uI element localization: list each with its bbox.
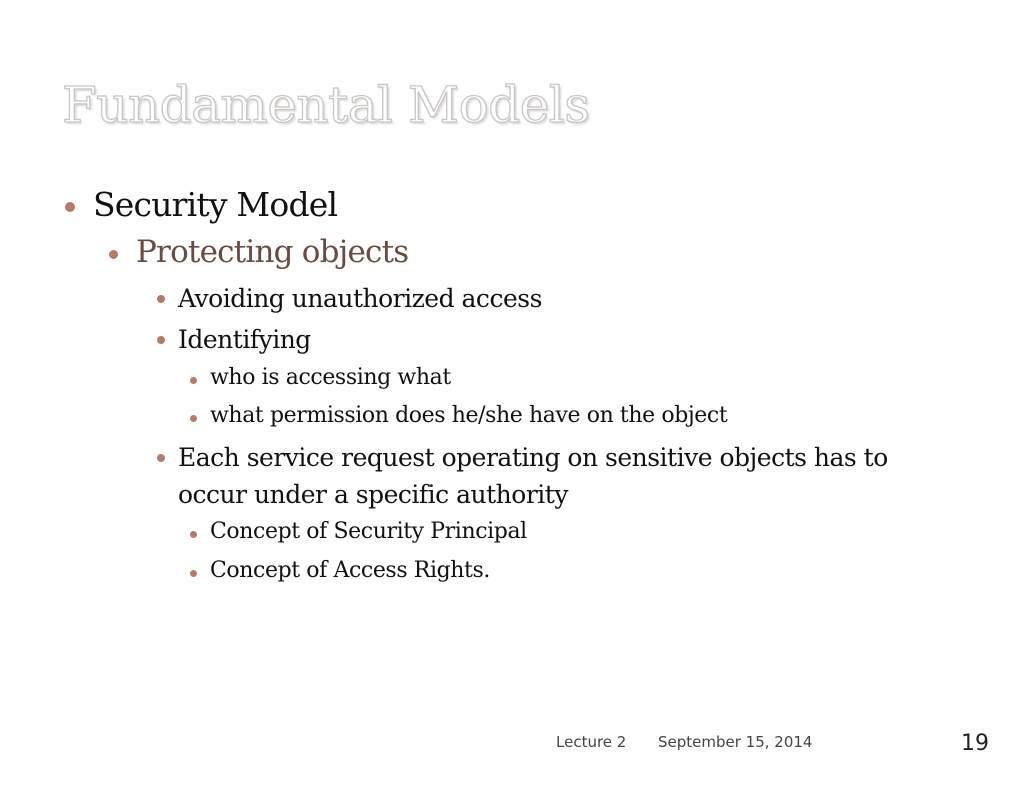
bullet-level4-who-accessing [210, 365, 451, 390]
bullet-dot-icon [65, 202, 75, 212]
bullet-text: Avoiding unauthorized access [178, 284, 542, 313]
bullet-text: Concept of Security Principal [210, 519, 527, 544]
bullet-dot-icon [190, 531, 197, 538]
bullet-dot-icon [157, 336, 165, 344]
bullet-level3-service-request [178, 439, 888, 513]
bullet-dot-icon [190, 415, 197, 422]
bullet-text: Security Model [93, 185, 338, 224]
footer-lecture: Lecture 2 [556, 733, 627, 751]
bullet-level4-security-principal [210, 519, 527, 544]
bullet-text-line2: occur under a specific authority [178, 480, 568, 509]
bullet-text: Protecting objects [136, 234, 409, 270]
bullet-level4-what-permission [210, 403, 727, 428]
page-number: 19 [961, 731, 989, 756]
bullet-dot-icon [157, 295, 165, 303]
bullet-text: Concept of Access Rights. [210, 558, 490, 583]
footer-date: September 15, 2014 [658, 733, 813, 751]
bullet-dot-icon [109, 250, 118, 259]
bullet-text: who is accessing what [210, 365, 451, 390]
bullet-level2-protecting-objects [136, 234, 408, 270]
bullet-dot-icon [190, 570, 197, 577]
bullet-text: what permission does he/she have on the object [210, 403, 728, 428]
bullet-dot-icon [157, 454, 165, 462]
bullet-level3-avoiding-access [178, 280, 542, 317]
slide-title: Fundamental Models [62, 76, 590, 134]
bullet-text-line1: Each service request operating on sensitive objects has to [178, 443, 888, 472]
bullet-dot-icon [190, 377, 197, 384]
bullet-level3-identifying [178, 321, 311, 358]
bullet-level4-access-rights [210, 558, 490, 583]
bullet-level1-security-model [93, 185, 337, 224]
bullet-text: Identifying [178, 325, 311, 354]
